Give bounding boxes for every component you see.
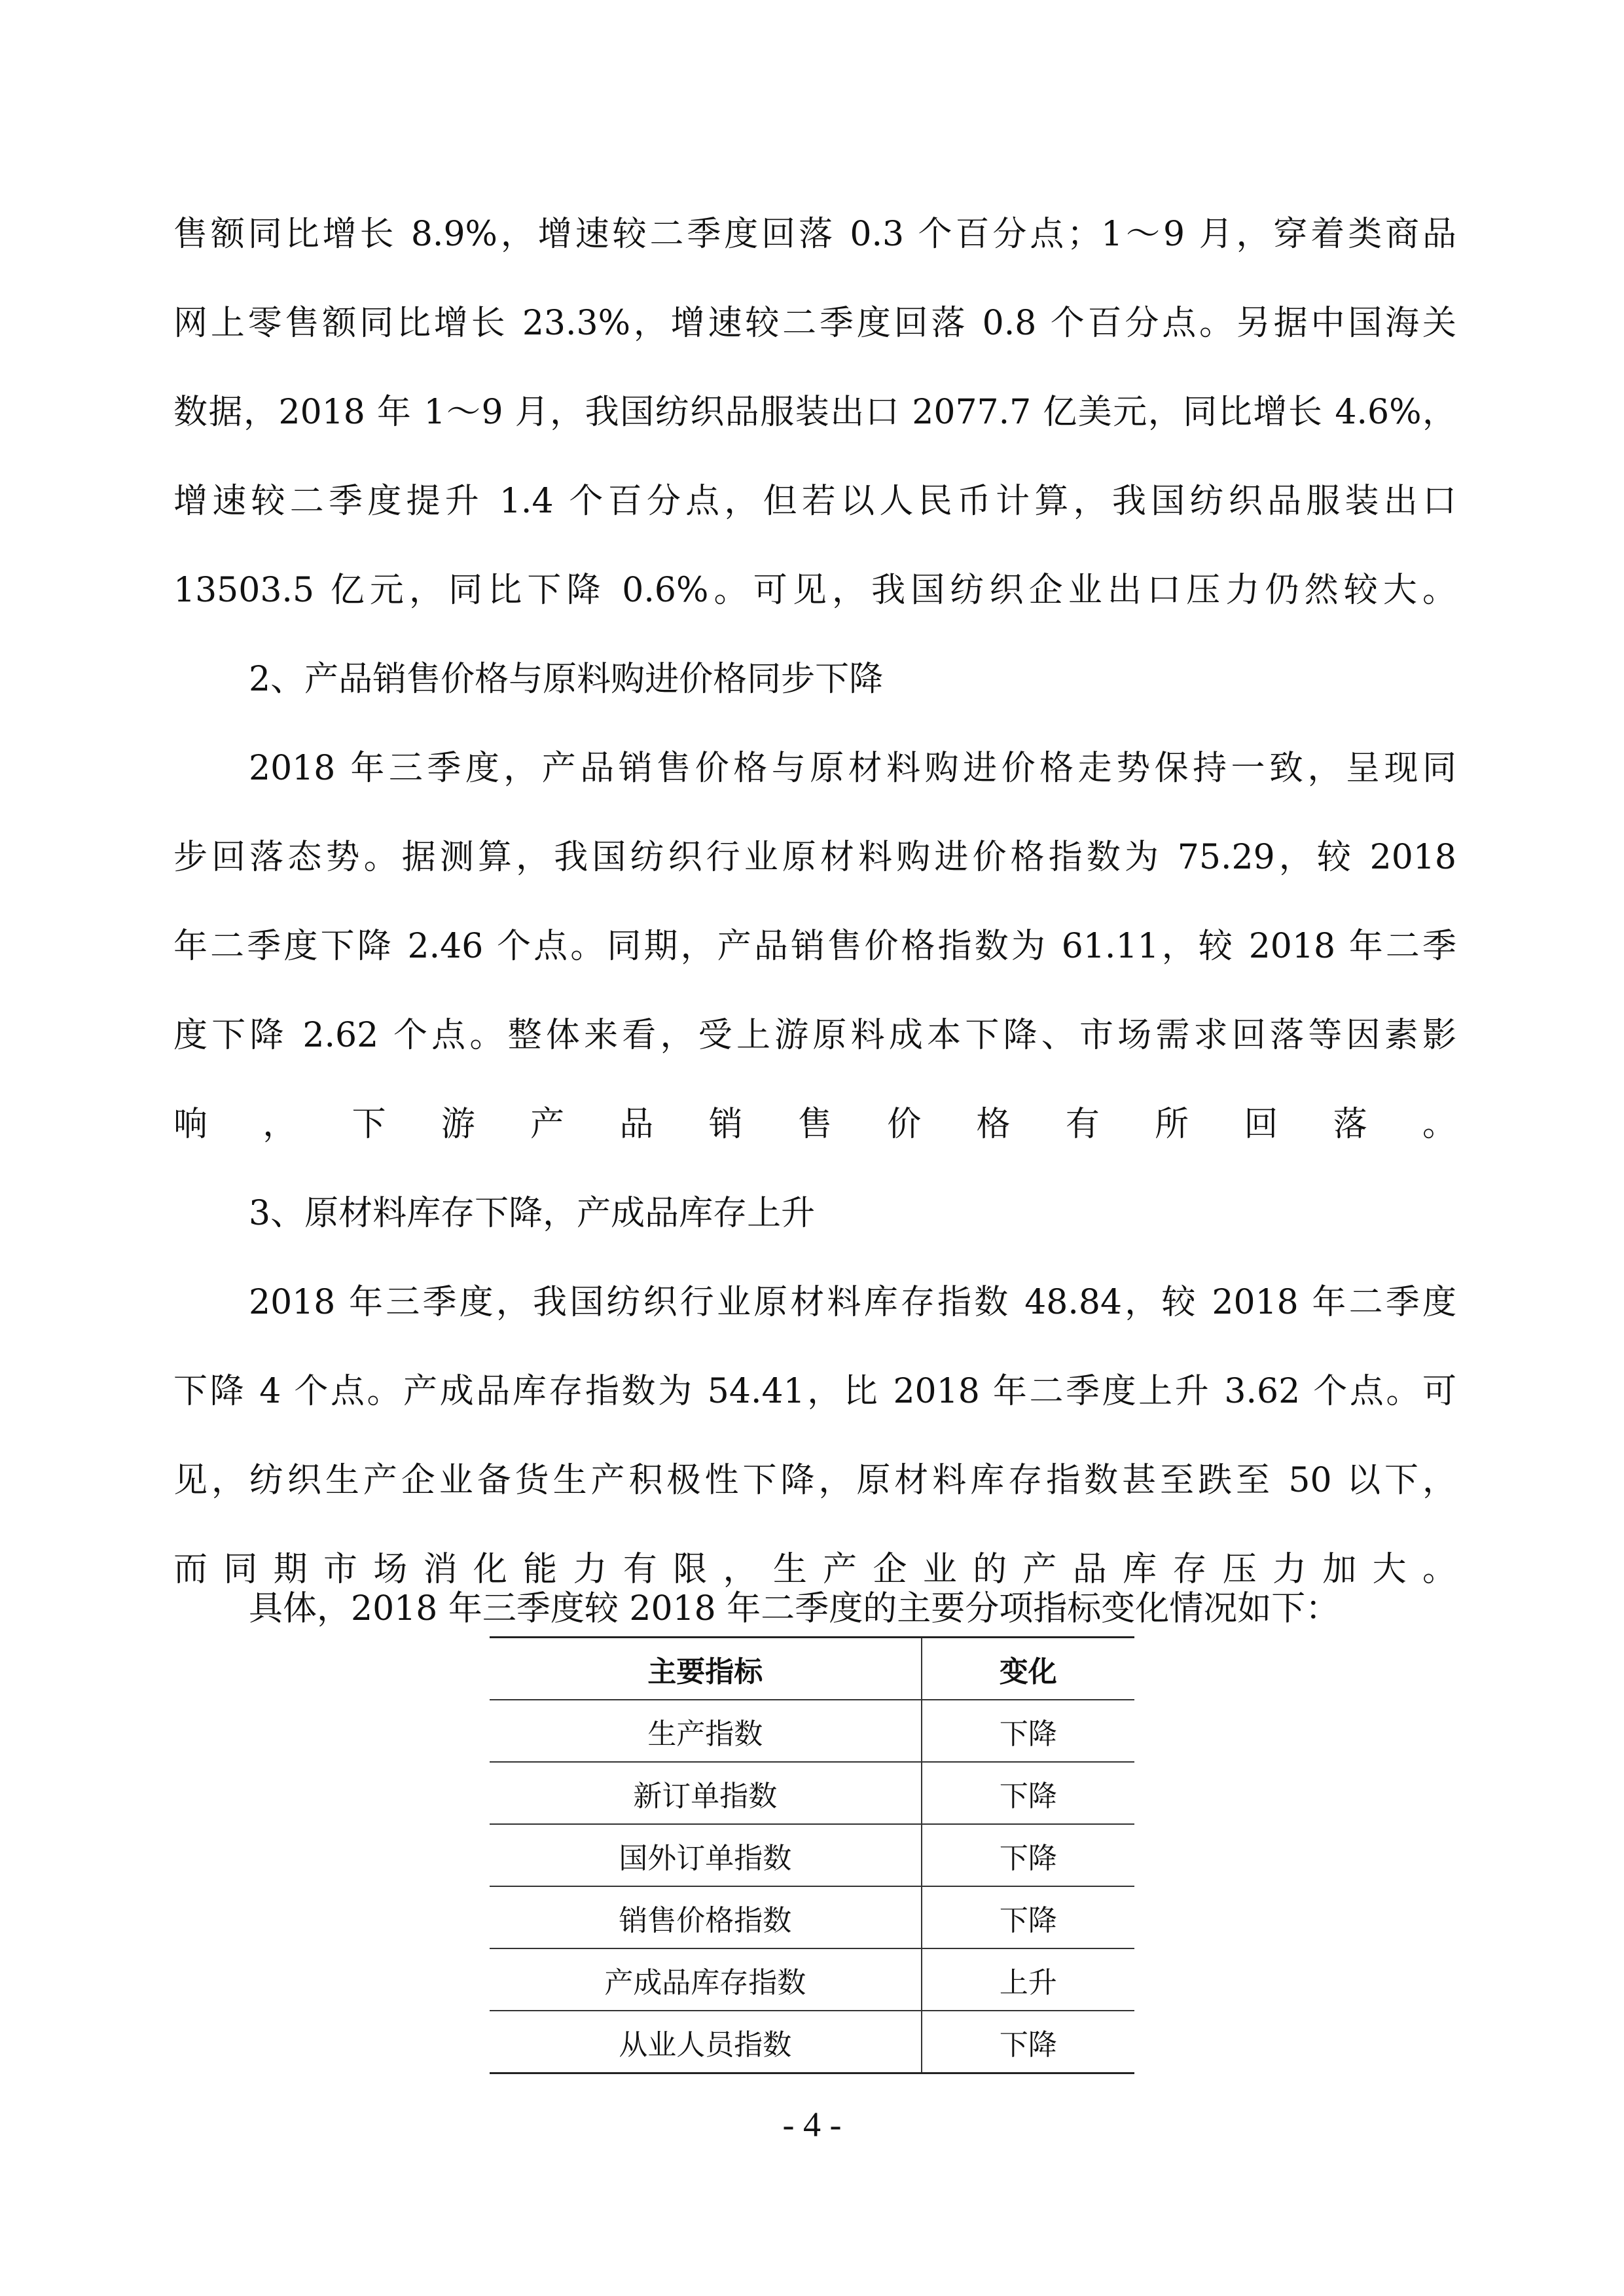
section-heading-2: 2、产品销售价格与原料购进价格同步下降 (249, 660, 884, 699)
text-line: 步回落态势。据测算，我国纺织行业原材料购进价格指数为 75.29，较 2018 (173, 838, 1456, 877)
table-header-row (490, 1638, 1134, 1700)
section-heading-3: 3、原材料库存下降，产成品库存上升 (249, 1194, 816, 1233)
change-cell: 下降 (922, 2011, 1134, 2073)
column-header-change: 变化 (922, 1638, 1134, 1700)
change-cell: 上升 (922, 1948, 1134, 2011)
text-line: 售额同比增长 8.9%，增速较二季度回落 0.3 个百分点；1～9 月，穿着类商品 (173, 215, 1456, 254)
table-intro-text: 具体，2018 年三季度较 2018 年二季度的主要分项指标变化情况如下： (249, 1589, 1340, 1628)
indicator-cell: 销售价格指数 (490, 1886, 922, 1948)
text-line: 2018 年三季度，产品销售价格与原材料购进价格走势保持一致，呈现同 (249, 749, 1456, 788)
table-row (490, 1762, 1134, 1824)
change-cell: 下降 (922, 1700, 1134, 1762)
table-row (490, 2011, 1134, 2073)
change-cell: 下降 (922, 1886, 1134, 1948)
indicator-cell: 新订单指数 (490, 1762, 922, 1824)
paragraph-export-data (173, 190, 1456, 635)
text-line: 见，纺织生产企业备货生产积极性下降，原材料库存指数甚至跌至 50 以下， (173, 1461, 1456, 1500)
column-header-indicator: 主要指标 (490, 1638, 922, 1700)
text-line: 13503.5 亿元，同比下降 0.6%。可见，我国纺织企业出口压力仍然较大。 (173, 571, 1456, 610)
indicator-change-table (490, 1636, 1134, 2074)
indicator-cell: 从业人员指数 (490, 2011, 922, 2073)
change-cell: 下降 (922, 1824, 1134, 1886)
indicator-cell: 产成品库存指数 (490, 1948, 922, 2011)
table-row (490, 1948, 1134, 2011)
text-line: 网上零售额同比增长 23.3%，增速较二季度回落 0.8 个百分点。另据中国海关 (173, 304, 1456, 343)
table-row (490, 1700, 1134, 1762)
text-line: 年二季度下降 2.46 个点。同期，产品销售价格指数为 61.11，较 2018 年二季 (173, 927, 1456, 966)
table-row (490, 1824, 1134, 1886)
text-line: 下降 4 个点。产成品库存指数为 54.41，比 2018 年二季度上升 3.62 个点。可 (173, 1372, 1456, 1411)
page-number: - 4 - (782, 2105, 842, 2144)
paragraph-inventory-index (173, 1258, 1456, 1614)
text-line: 增速较二季度提升 1.4 个百分点，但若以人民币计算，我国纺织品服装出口 (173, 482, 1456, 521)
text-line: 数据，2018 年 1～9 月，我国纺织品服装出口 2077.7 亿美元，同比增长 4.6%， (173, 393, 1456, 432)
table-row (490, 1886, 1134, 1948)
text-line: 度下降 2.62 个点。整体来看，受上游原料成本下降、市场需求回落等因素影 (173, 1016, 1456, 1055)
text-line: 2018 年三季度，我国纺织行业原材料库存指数 48.84，较 2018 年二季度 (249, 1283, 1456, 1322)
indicator-cell: 国外订单指数 (490, 1824, 922, 1886)
indicator-cell: 生产指数 (490, 1700, 922, 1762)
paragraph-price-index (173, 724, 1456, 1169)
text-line: 而同期市场消化能力有限，生产企业的产品库存压力加大。 (173, 1550, 1456, 1589)
text-line: 响，下游产品销售价格有所回落。 (173, 1105, 1456, 1144)
change-cell: 下降 (922, 1762, 1134, 1824)
